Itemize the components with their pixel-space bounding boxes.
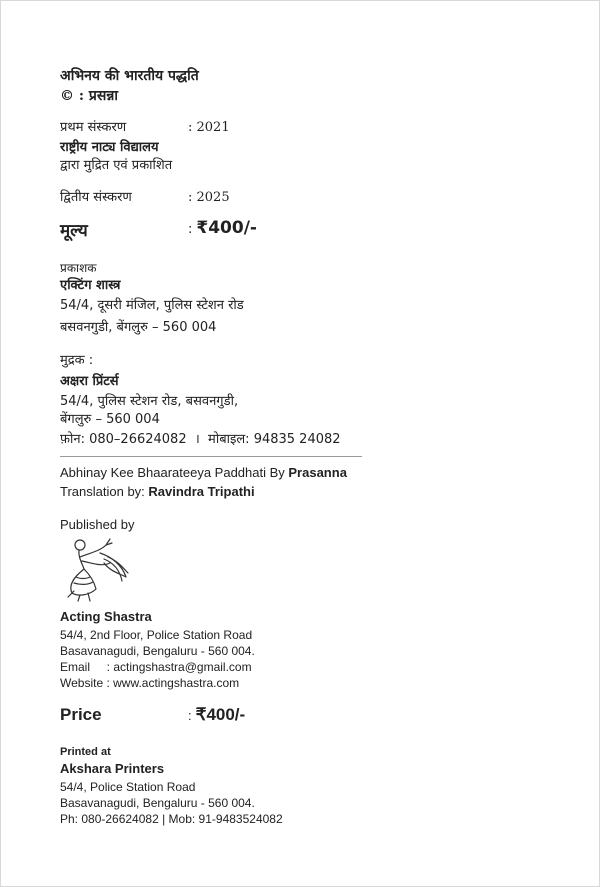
book-line-prefix: Abhinay Kee Bhaarateeya Paddhati By <box>60 465 289 480</box>
author-name: Prasanna <box>288 465 347 480</box>
price-colon-english: : <box>188 708 192 723</box>
first-edition-label: प्रथम संस्करण <box>60 120 127 135</box>
divider-line <box>60 456 362 457</box>
second-edition-row <box>60 188 360 208</box>
price-value-hindi: ₹400/- <box>196 218 257 238</box>
second-edition-label: द्वितीय संस्करण <box>60 190 132 205</box>
translator-name: Ravindra Tripathi <box>148 484 255 499</box>
publisher-name-english: Acting Shastra <box>60 609 152 624</box>
copyright-hindi: © : प्रसन्ना <box>60 88 118 104</box>
book-title-hindi: अभिनय की भारतीय पद्धति <box>60 68 199 84</box>
first-edition-row <box>60 118 360 138</box>
printer-name-hindi: अक्षरा प्रिंटर्स <box>60 374 119 389</box>
printer-address1-english: 54/4, Police Station Road <box>60 780 196 794</box>
publisher-heading-hindi: प्रकाशक <box>60 261 97 275</box>
printer-phone-hindi: फ़ोन: 080–26624082 । मोबाइल: 94835 24082 <box>60 432 341 447</box>
printed-at-label: Printed at <box>60 746 111 758</box>
price-value-hindi-wrap <box>188 218 257 238</box>
publisher-address1-hindi: 54/4, दूसरी मंजिल, पुलिस स्टेशन रोड <box>60 298 244 313</box>
translation-line <box>60 482 255 502</box>
nsd-line: द्वारा मुद्रित एवं प्रकाशित <box>60 158 173 173</box>
price-colon-hindi: : <box>188 222 193 237</box>
first-edition-value: : 2021 <box>188 120 230 135</box>
price-label-english: Price <box>60 705 102 724</box>
publisher-website-english: Website : www.actingshastra.com <box>60 676 240 690</box>
dancer-logo-icon <box>60 533 130 605</box>
nsd-name: राष्ट्रीय नाट्य विद्यालय <box>60 140 159 155</box>
price-value-english: ₹400/- <box>195 705 246 724</box>
publisher-address2-hindi: बसवनगुडी, बेंगलुरु – 560 004 <box>60 320 217 335</box>
second-edition-value: : 2025 <box>188 190 230 205</box>
printer-address2-hindi: बेंगलुरु – 560 004 <box>60 412 160 427</box>
translation-prefix: Translation by: <box>60 484 149 499</box>
price-value-english-wrap <box>188 705 245 725</box>
publisher-address1-english: 54/4, 2nd Floor, Police Station Road <box>60 628 253 642</box>
printer-phone-english: Ph: 080-26624082 | Mob: 91-9483524082 <box>60 812 283 826</box>
printer-name-english: Akshara Printers <box>60 761 165 776</box>
publisher-address2-english: Basavanagudi, Bengaluru - 560 004. <box>60 644 255 658</box>
printer-heading-hindi: मुद्रक : <box>60 353 94 368</box>
publisher-email-english: Email : actingshastra@gmail.com <box>60 660 252 674</box>
price-row-english <box>60 705 360 735</box>
printer-address2-english: Basavanagudi, Bengaluru - 560 004. <box>60 796 255 810</box>
book-line-english <box>60 463 347 483</box>
publisher-name-hindi: एक्टिंग शास्त्र <box>60 278 121 293</box>
printer-address1-hindi: 54/4, पुलिस स्टेशन रोड, बसवनगुडी, <box>60 394 239 409</box>
published-by-label: Published by <box>60 517 135 532</box>
price-row-hindi <box>60 218 360 248</box>
price-label-hindi: मूल्य <box>60 221 88 241</box>
